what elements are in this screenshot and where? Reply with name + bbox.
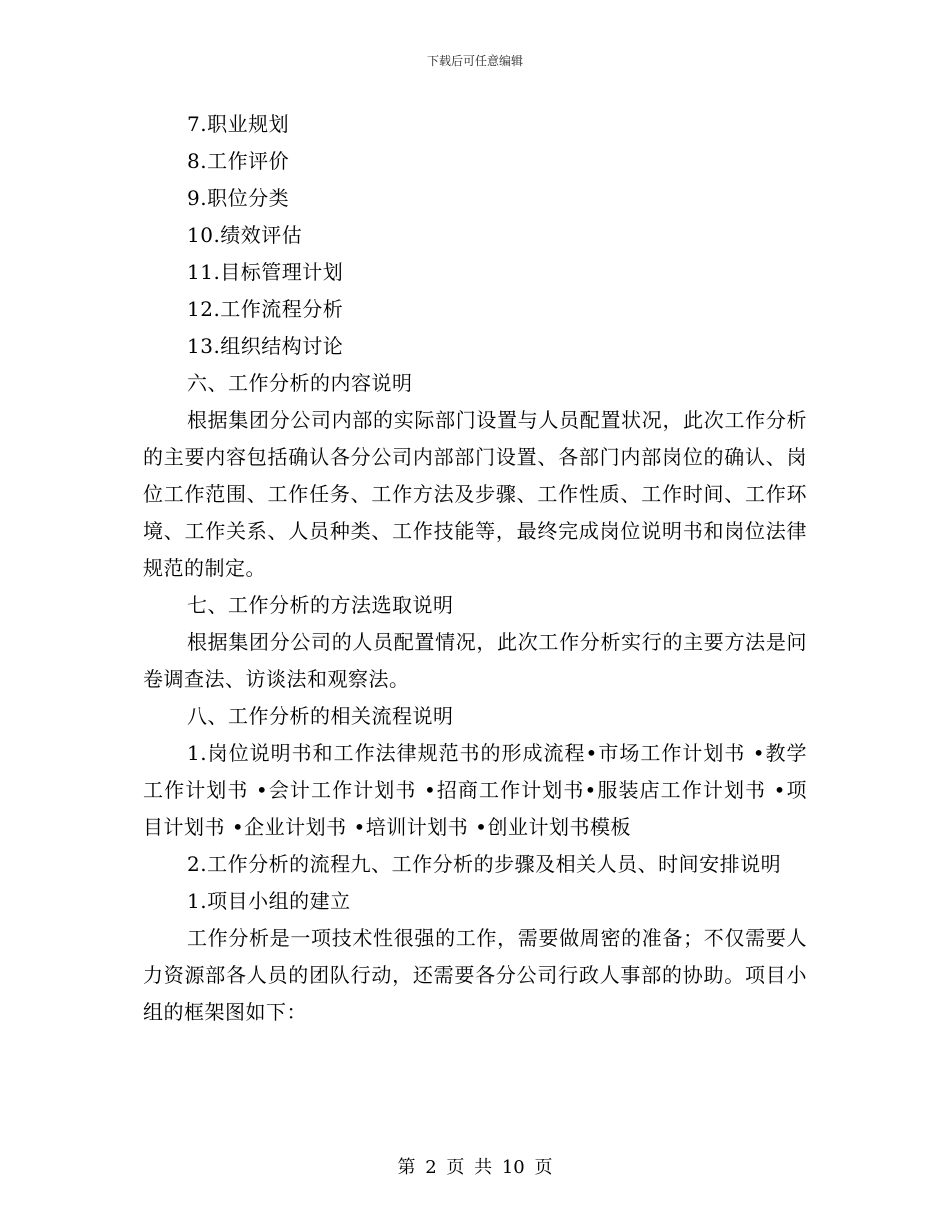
section-heading-7: 七、工作分析的方法选取说明 bbox=[187, 593, 454, 617]
list-item: 13.组织结构讨论 bbox=[187, 334, 344, 358]
page-number: 第 2 页 共 10 页 bbox=[397, 1157, 553, 1178]
section-6-paragraph: 根据集团分公司内部的实际部门设置与人员配置状况，此次工作分析的主要内容包括确认各分公司内部部门设置、各部门内部岗位的确认、岗位工作范围、工作任务、工作方法及步骤、工作性质、工作时间、工作环境、工作关系、人员种类、工作技能等，最终完成岗位说明书和岗位法律规范的制定。 bbox=[143, 408, 807, 580]
section-9-paragraph: 工作分析是一项技术性很强的工作，需要做周密的准备；不仅需要人力资源部各人员的团队行动，还需要各分公司行政人事部的协助。项目小组的框架图如下： bbox=[143, 926, 807, 1024]
document-body bbox=[143, 106, 807, 1031]
list-item: 9.职位分类 bbox=[187, 186, 290, 210]
section-heading-6: 六、工作分析的内容说明 bbox=[187, 371, 413, 395]
section-9-item-1: 1.项目小组的建立 bbox=[187, 889, 351, 913]
page-header-note: 下载后可任意编辑 bbox=[426, 54, 523, 68]
section-7-paragraph: 根据集团分公司的人员配置情况，此次工作分析实行的主要方法是问卷调查法、访谈法和观察法。 bbox=[143, 630, 807, 691]
section-8-item-1: 1.岗位说明书和工作法律规范书的形成流程•市场工作计划书 •教学工作计划书 •会计工作计划书 •招商工作计划书•服装店工作计划书 •项目计划书 •企业计划书 •培训计划书 •创业计划书模板 bbox=[143, 741, 807, 839]
list-item: 12.工作流程分析 bbox=[187, 297, 344, 321]
list-item: 10.绩效评估 bbox=[187, 223, 303, 247]
section-heading-8: 八、工作分析的相关流程说明 bbox=[187, 704, 454, 728]
list-item: 7.职业规划 bbox=[187, 112, 290, 136]
list-item: 8.工作评价 bbox=[187, 149, 290, 173]
list-item: 11.目标管理计划 bbox=[187, 260, 344, 284]
section-8-item-2: 2.工作分析的流程九、工作分析的步骤及相关人员、时间安排说明 bbox=[187, 852, 782, 876]
